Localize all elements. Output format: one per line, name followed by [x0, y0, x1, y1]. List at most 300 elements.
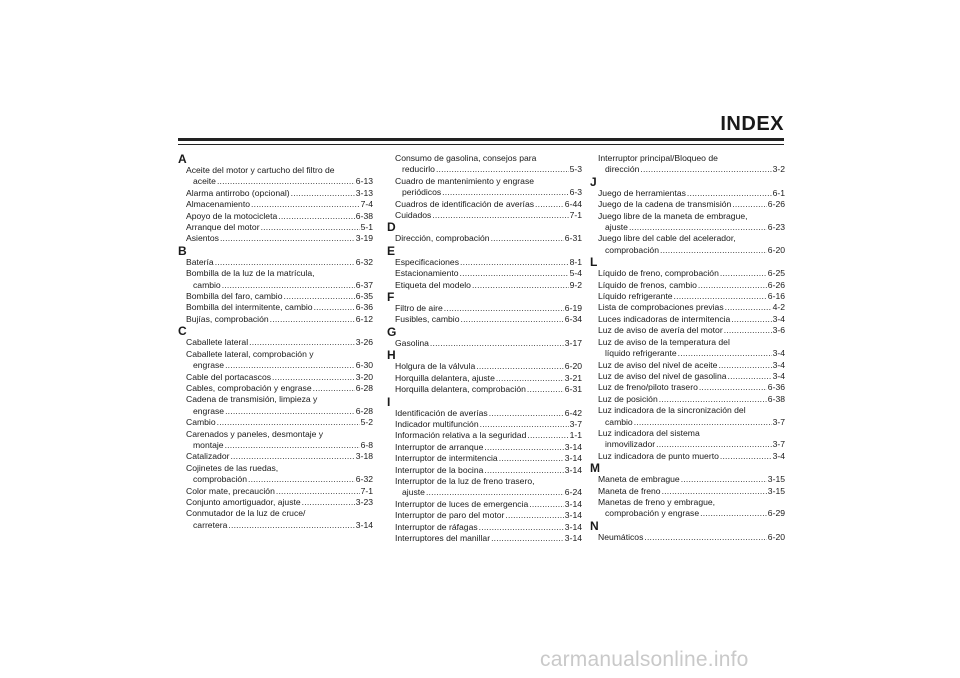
- entry-text: periódicos: [402, 187, 442, 198]
- entry-text: dirección: [605, 164, 640, 175]
- entry-line: [590, 371, 785, 382]
- entry-text: Líquido de frenos, cambio: [598, 279, 697, 290]
- page-ref: 3-4: [772, 313, 785, 324]
- entry-line: [178, 314, 373, 325]
- entry-text: Cojinetes de las ruedas,: [186, 462, 279, 473]
- index-entry: [387, 442, 582, 453]
- entry-line: [590, 233, 785, 244]
- entry-line: [387, 153, 582, 164]
- dot-leader: [662, 486, 767, 497]
- entry-continuation-line: [590, 222, 785, 233]
- index-entry: [387, 303, 582, 314]
- dot-leader: [491, 233, 564, 244]
- index-entry: [590, 474, 785, 485]
- index-entry: [387, 476, 582, 499]
- dot-leader: [444, 303, 564, 314]
- entry-line: [387, 430, 582, 441]
- index-entry: [387, 510, 582, 521]
- index-entry: [387, 419, 582, 430]
- section-letter: G: [387, 324, 397, 339]
- dot-leader: [249, 337, 355, 348]
- index-entry: [387, 499, 582, 510]
- page-ref: 4-2: [772, 302, 785, 313]
- entry-text: Conmutador de la luz de cruce/: [186, 508, 306, 519]
- entry-line: [178, 257, 373, 268]
- entry-text: montaje: [193, 439, 224, 450]
- dot-leader: [644, 532, 766, 543]
- dot-leader: [687, 188, 772, 199]
- entry-line: [590, 199, 785, 210]
- entry-line: [590, 325, 785, 336]
- dot-leader: [430, 338, 564, 349]
- entry-line: [387, 522, 582, 533]
- index-entry: [178, 268, 373, 291]
- dot-leader: [484, 465, 563, 476]
- dot-leader: [432, 210, 568, 221]
- index-entry: [178, 337, 373, 348]
- page-ref: 6-13: [355, 176, 373, 187]
- index-entry: [590, 302, 785, 313]
- page-ref: 3-20: [355, 371, 373, 382]
- page-ref: 3-4: [772, 359, 785, 370]
- entry-continuation-line: [590, 164, 785, 175]
- entry-line: [590, 302, 785, 313]
- page-ref: 3-14: [564, 464, 582, 475]
- page-ref: 3-6: [772, 325, 785, 336]
- entry-text: Luz indicadora de la sincronización del: [598, 405, 746, 416]
- section-letter: F: [387, 290, 395, 305]
- entry-text: Cuadros de identificación de averías: [395, 198, 535, 209]
- entry-line: [178, 463, 373, 474]
- page-ref: 7-4: [360, 199, 373, 210]
- dot-leader: [491, 533, 564, 544]
- index-entry: [178, 257, 373, 268]
- section-letter: L: [590, 255, 598, 270]
- page-ref: 3-7: [772, 439, 785, 450]
- index-entry: [387, 453, 582, 464]
- dot-leader: [217, 176, 355, 187]
- dot-leader: [720, 451, 772, 462]
- entry-line: [178, 268, 373, 279]
- index-entry: [178, 486, 373, 497]
- entry-continuation-line: [178, 520, 373, 531]
- dot-leader: [527, 384, 564, 395]
- page-ref: 3-14: [564, 453, 582, 464]
- entry-text: Gasolina: [395, 337, 429, 348]
- page-ref: 6-37: [355, 279, 373, 290]
- entry-text: cambio: [193, 279, 221, 290]
- entry-line: [590, 486, 785, 497]
- page-ref: 3-15: [767, 474, 785, 485]
- index-entry: [387, 210, 582, 221]
- index-entry: [178, 417, 373, 428]
- index-entry: [590, 325, 785, 336]
- entry-line: [590, 497, 785, 508]
- index-entry: [387, 280, 582, 291]
- entry-text: Interruptor de ráfagas: [395, 521, 478, 532]
- page-ref: 6-34: [564, 314, 582, 325]
- entry-text: Cambio: [186, 417, 216, 428]
- dot-leader: [700, 508, 767, 519]
- entry-line: [178, 497, 373, 508]
- index-entry: [178, 199, 373, 210]
- dot-leader: [499, 453, 564, 464]
- entry-text: Juego de la cadena de transmisión: [598, 199, 732, 210]
- entry-line: [387, 314, 582, 325]
- section-letter: H: [387, 348, 396, 363]
- entry-text: Interruptor principal/Bloqueo de: [598, 153, 718, 163]
- entry-text: Bombilla del intermitente, cambio: [186, 302, 313, 313]
- page-ref: 6-29: [767, 508, 785, 519]
- entry-text: Carenados y paneles, desmontaje y: [186, 428, 324, 439]
- entry-text: Juego libre de la maneta de embrague,: [598, 210, 748, 221]
- entry-text: Dirección, comprobación: [395, 233, 490, 244]
- page-ref: 6-20: [767, 244, 785, 255]
- dot-leader: [678, 348, 772, 359]
- entry-text: Luz de posición: [598, 393, 658, 404]
- index-entry: [590, 360, 785, 371]
- section-letter: J: [590, 174, 597, 189]
- dot-leader: [291, 188, 355, 199]
- page-ref: 6-30: [355, 360, 373, 371]
- index-entry: [178, 451, 373, 462]
- index-entry: [590, 486, 785, 497]
- page-ref: 3-19: [355, 233, 373, 244]
- dot-leader: [529, 499, 564, 510]
- entry-line: [178, 222, 373, 233]
- entry-line: [387, 361, 582, 372]
- page-ref: 7-1: [360, 485, 373, 496]
- dot-leader: [527, 430, 568, 441]
- entry-line: [590, 451, 785, 462]
- entry-text: Horquilla delantera, ajuste: [395, 372, 495, 383]
- entry-text: Información relativa a la seguridad: [395, 430, 527, 441]
- entry-text: Luz de aviso del nivel de aceite: [598, 359, 718, 370]
- index-entry: [178, 222, 373, 233]
- entry-text: Luz de aviso del nivel de gasolina: [598, 370, 727, 381]
- dot-leader: [225, 360, 355, 371]
- header-rule-thick: [178, 138, 784, 141]
- page-ref: 6-35: [355, 291, 373, 302]
- index-entry: [387, 361, 582, 372]
- entry-text: Neumáticos: [598, 531, 644, 542]
- index-entry: [178, 302, 373, 313]
- page-ref: 6-38: [355, 210, 373, 221]
- entry-continuation-line: [178, 474, 373, 485]
- dot-leader: [629, 222, 767, 233]
- dot-leader: [313, 383, 355, 394]
- page-ref: 3-13: [355, 187, 373, 198]
- entry-text: reducirlo: [402, 164, 435, 175]
- dot-leader: [489, 408, 564, 419]
- page-ref: 6-38: [767, 393, 785, 404]
- entry-line: [387, 419, 582, 430]
- entry-line: [387, 373, 582, 384]
- page-ref: 3-4: [772, 450, 785, 461]
- entry-text: Estacionamiento: [395, 268, 459, 279]
- entry-text: Bombilla del faro, cambio: [186, 291, 283, 302]
- entry-text: Alarma antirrobo (opcional): [186, 187, 290, 198]
- entry-text: Filtro de aire: [395, 303, 443, 314]
- entry-text: Interruptor de arranque: [395, 441, 484, 452]
- entry-line: [387, 210, 582, 221]
- page-title: INDEX: [720, 113, 784, 135]
- entry-text: Horquilla delantera, comprobación: [395, 384, 526, 395]
- index-entry: [387, 338, 582, 349]
- dot-leader: [248, 474, 355, 485]
- page-ref: 3-26: [355, 337, 373, 348]
- entry-line: [590, 188, 785, 199]
- dot-leader: [681, 474, 767, 485]
- dot-leader: [225, 440, 360, 451]
- entry-text: ajuste: [605, 222, 628, 233]
- dot-leader: [656, 439, 771, 450]
- entry-text: Líquido refrigerante: [598, 291, 673, 302]
- entry-line: [178, 337, 373, 348]
- entry-line: [387, 176, 582, 187]
- entry-text: Luces indicadoras de intermitencia: [598, 313, 731, 324]
- dot-leader: [496, 373, 564, 384]
- entry-line: [387, 453, 582, 464]
- section-letter: I: [387, 394, 391, 409]
- section-letter: M: [590, 461, 600, 476]
- entry-text: Interruptor de intermitencia: [395, 453, 498, 464]
- page-ref: 6-12: [355, 313, 373, 324]
- dot-leader: [640, 164, 771, 175]
- index-entry: [590, 428, 785, 451]
- entry-line: [178, 291, 373, 302]
- entry-line: [178, 302, 373, 313]
- index-entry: [178, 394, 373, 417]
- page-ref: 3-2: [772, 164, 785, 175]
- index-entry: [178, 314, 373, 325]
- dot-leader: [276, 486, 360, 497]
- dot-leader: [731, 314, 771, 325]
- dot-leader: [634, 417, 772, 428]
- entry-line: [387, 233, 582, 244]
- index-entry: [590, 280, 785, 291]
- index-entry: [178, 165, 373, 188]
- entry-text: Juego libre del cable del acelerador,: [598, 233, 736, 244]
- entry-text: Catalizador: [186, 451, 230, 462]
- entry-line: [178, 394, 373, 405]
- page-ref: 1-1: [569, 430, 582, 441]
- entry-text: Cables, comprobación y engrase: [186, 382, 312, 393]
- dot-leader: [674, 291, 767, 302]
- index-entry: [590, 314, 785, 325]
- dot-leader: [436, 164, 569, 175]
- dot-leader: [728, 371, 772, 382]
- page-ref: 6-25: [767, 268, 785, 279]
- entry-text: Cuidados: [395, 210, 432, 221]
- dot-leader: [314, 302, 355, 313]
- page-ref: 6-19: [564, 303, 582, 314]
- page-ref: 3-4: [772, 370, 785, 381]
- dot-leader: [222, 280, 355, 291]
- dot-leader: [732, 199, 767, 210]
- entry-text: Cadena de transmisión, limpieza y: [186, 394, 318, 405]
- index-entry: [387, 176, 582, 199]
- dot-leader: [476, 361, 564, 372]
- page-ref: 6-28: [355, 382, 373, 393]
- dot-leader: [272, 372, 355, 383]
- entry-continuation-line: [590, 245, 785, 256]
- entry-line: [178, 165, 373, 176]
- index-entry: [178, 291, 373, 302]
- page-ref: 6-16: [767, 291, 785, 302]
- entry-text: comprobación: [605, 244, 659, 255]
- entry-line: [178, 188, 373, 199]
- entry-text: engrase: [193, 405, 225, 416]
- entry-continuation-line: [590, 439, 785, 450]
- entry-line: [590, 394, 785, 405]
- page-ref: 3-14: [355, 519, 373, 530]
- entry-line: [387, 476, 582, 487]
- dot-leader: [426, 487, 564, 498]
- entry-line: [387, 199, 582, 210]
- entry-line: [387, 280, 582, 291]
- index-entry: [387, 268, 582, 279]
- entry-text: Holgura de la válvula: [395, 361, 476, 372]
- entry-line: [387, 257, 582, 268]
- page-ref: 6-20: [564, 361, 582, 372]
- entry-text: comprobación: [193, 474, 247, 485]
- entry-line: [387, 510, 582, 521]
- index-column-2: [387, 153, 582, 544]
- page-ref: 7-1: [569, 210, 582, 221]
- dot-leader: [217, 417, 360, 428]
- dot-leader: [230, 451, 354, 462]
- entry-line: [178, 486, 373, 497]
- entry-text: Cable del portacascos: [186, 371, 272, 382]
- dot-leader: [225, 406, 355, 417]
- index-entry: [178, 497, 373, 508]
- section-letter: B: [178, 243, 187, 258]
- entry-line: [178, 199, 373, 210]
- page-ref: 6-31: [564, 384, 582, 395]
- index-entry: [387, 533, 582, 544]
- entry-text: Fusibles, cambio: [395, 314, 460, 325]
- index-entry: [387, 373, 582, 384]
- entry-line: [387, 465, 582, 476]
- entry-text: Conjunto amortiguador, ajuste: [186, 496, 301, 507]
- section-letter: E: [387, 243, 396, 258]
- entry-text: Color mate, precaución: [186, 485, 275, 496]
- page-ref: 3-21: [564, 372, 582, 383]
- entry-line: [590, 360, 785, 371]
- entry-continuation-line: [178, 280, 373, 291]
- entry-line: [178, 451, 373, 462]
- page-ref: 3-18: [355, 451, 373, 462]
- entry-text: Interruptor de paro del motor: [395, 510, 505, 521]
- page-ref: 5-2: [360, 417, 373, 428]
- index-entry: [590, 337, 785, 360]
- dot-leader: [228, 520, 354, 531]
- entry-continuation-line: [178, 360, 373, 371]
- page-ref: 3-14: [564, 441, 582, 452]
- index-entry: [590, 497, 785, 520]
- index-entry: [178, 508, 373, 531]
- dot-leader: [460, 257, 569, 268]
- entry-continuation-line: [178, 176, 373, 187]
- entry-line: [387, 533, 582, 544]
- page-ref: 6-26: [767, 279, 785, 290]
- page-ref: 5-3: [569, 164, 582, 175]
- index-entry: [387, 384, 582, 395]
- entry-text: Caballete lateral, comprobación y: [186, 348, 314, 359]
- page-ref: 3-14: [564, 532, 582, 543]
- index-entry: [590, 199, 785, 210]
- dot-leader: [718, 360, 771, 371]
- entry-line: [590, 211, 785, 222]
- entry-text: Consumo de gasolina, consejos para: [395, 153, 537, 163]
- entry-text: Luz de aviso de avería del motor: [598, 325, 723, 336]
- entry-text: aceite: [193, 176, 216, 187]
- index-entry: [178, 429, 373, 452]
- dot-leader: [535, 199, 564, 210]
- dot-leader: [284, 291, 355, 302]
- page-ref: 3-23: [355, 496, 373, 507]
- dot-leader: [302, 497, 355, 508]
- entry-line: [590, 291, 785, 302]
- index-entry: [590, 382, 785, 393]
- entry-line: [387, 408, 582, 419]
- dot-leader: [720, 268, 767, 279]
- dot-leader: [725, 302, 772, 313]
- entry-line: [387, 268, 582, 279]
- entry-line: [387, 499, 582, 510]
- entry-continuation-line: [387, 164, 582, 175]
- entry-text: líquido refrigerante: [605, 348, 677, 359]
- index-entry: [387, 430, 582, 441]
- section-letter: N: [590, 518, 599, 533]
- watermark: carmanualsonline.info: [540, 648, 749, 671]
- page-ref: 6-23: [767, 222, 785, 233]
- index-entry: [178, 233, 373, 244]
- entry-text: Interruptor de luces de emergencia: [395, 498, 529, 509]
- dot-leader: [659, 394, 767, 405]
- page-ref: 6-36: [355, 302, 373, 313]
- entry-continuation-line: [178, 440, 373, 451]
- dot-leader: [699, 382, 767, 393]
- entry-text: Interruptor de la luz de freno trasero,: [395, 475, 535, 486]
- index-entry: [178, 372, 373, 383]
- entry-line: [387, 338, 582, 349]
- entry-text: cambio: [605, 416, 633, 427]
- entry-line: [590, 153, 785, 164]
- index-entry: [590, 268, 785, 279]
- dot-leader: [278, 211, 355, 222]
- entry-text: Cuadro de mantenimiento y engrase: [395, 175, 535, 186]
- dot-leader: [251, 199, 360, 210]
- page-ref: 6-42: [564, 407, 582, 418]
- entry-text: Aceite del motor y cartucho del filtro de: [186, 165, 335, 175]
- entry-text: Almacenamiento: [186, 199, 251, 210]
- dot-leader: [480, 419, 569, 430]
- entry-text: carretera: [193, 519, 228, 530]
- entry-text: Especificaciones: [395, 256, 460, 267]
- entry-line: [178, 233, 373, 244]
- entry-text: engrase: [193, 360, 225, 371]
- index-entry: [387, 257, 582, 268]
- page-ref: 3-15: [767, 485, 785, 496]
- entry-continuation-line: [590, 417, 785, 428]
- entry-line: [178, 211, 373, 222]
- page-ref: 5-4: [569, 268, 582, 279]
- page-ref: 6-32: [355, 474, 373, 485]
- section-letter: C: [178, 324, 187, 339]
- index-entry: [387, 522, 582, 533]
